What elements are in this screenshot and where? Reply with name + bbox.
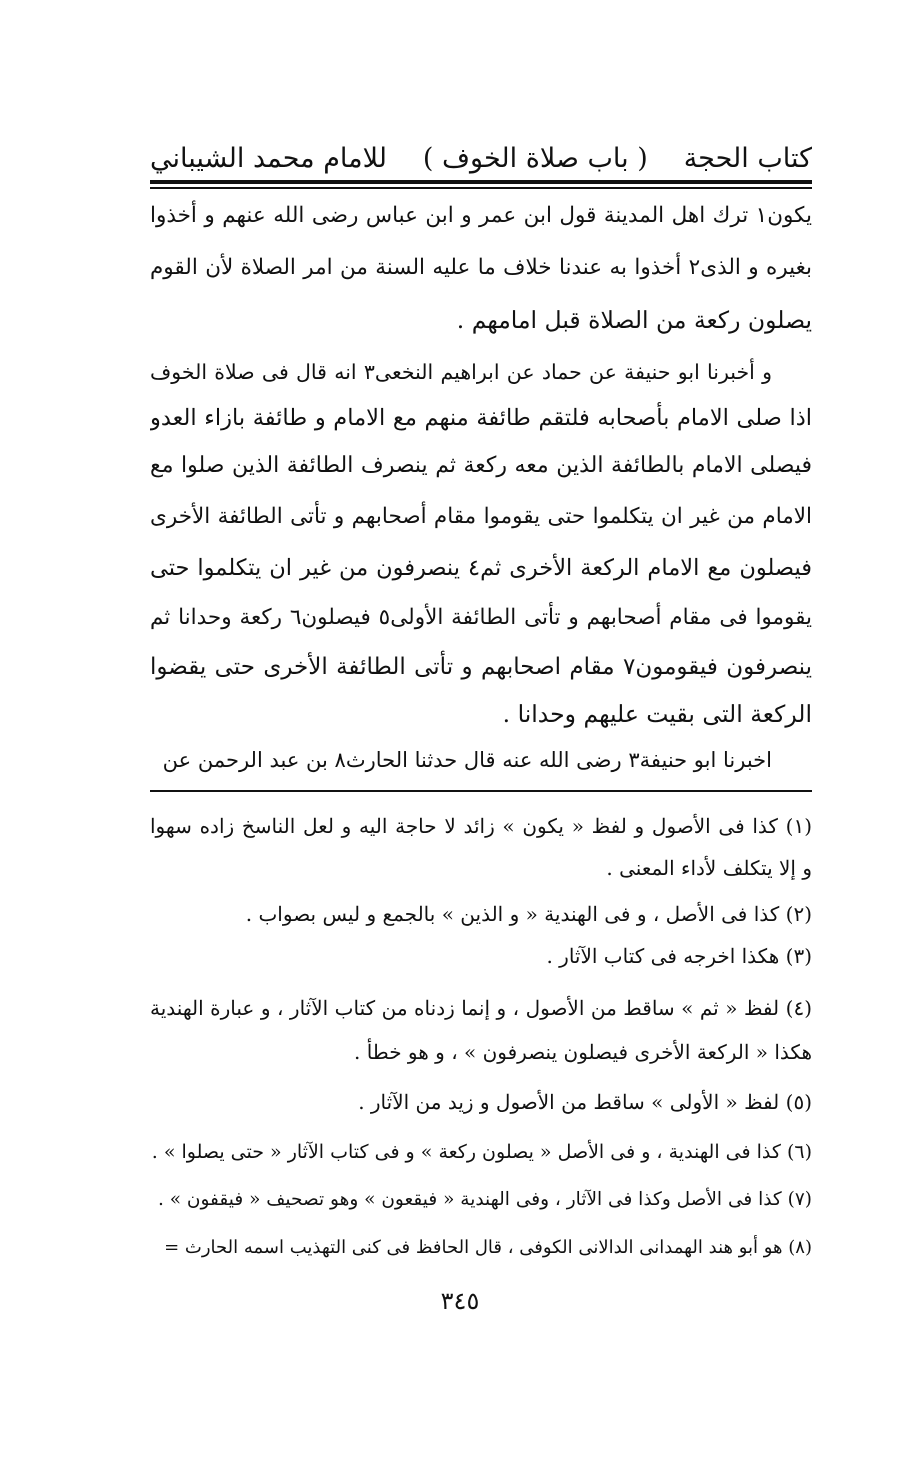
footnote-line: (٣) هكذا اخرجه فى كتاب الآثار . [546,944,812,968]
page-header [150,138,812,178]
text-line: فيصلى الامام بالطائفة الذين معه ركعة ثم ينصرف الطائفة الذين صلوا مع [150,453,812,478]
text-line: ينصرفون فيقومون٧ مقام اصحابهم و تأتى الطائفة الأخرى حتى يقضوا [150,654,812,680]
footnote-line: (٦) كذا فى الهندية ، و فى الأصل « يصلون ركعة » و فى كتاب الآثار « حتى يصلوا » . [151,1141,812,1163]
text-line: اذا صلى الامام بأصحابه فلتقم طائفة منهم مع الامام و طائفة بازاء العدو [150,405,812,431]
footnote-line: (٨) هو أبو هند الهمدانى الدالانى الكوفى ، قال الحافظ فى كنى التهذيب اسمه الحارث = [164,1237,812,1258]
text-line: يقوموا فى مقام أصحابهم و تأتى الطائفة الأولى٥ فيصلون٦ ركعة وحدانا ثم [150,605,812,630]
book-title: كتاب الحجة [683,142,812,174]
text-line: و أخبرنا ابو حنيفة عن حماد عن ابراهيم النخعى٣ انه قال فى صلاة الخوف [150,360,773,384]
page-number: ٣٤٥ [440,1287,480,1315]
text-line: يصلون ركعة من الصلاة قبل امامهم . [456,306,812,334]
header-rule-thin [150,187,812,189]
text-line: الركعة التى بقيت عليهم وحدانا . [502,700,812,728]
footnote-line: (٤) لفظ « ثم » ساقط من الأصول ، و إنما زدناه من كتاب الآثار ، و عبارة الهندية [150,996,812,1020]
footnote-line: هكذا « الركعة الأخرى فيصلون ينصرفون » ، و هو خطأ . [354,1040,812,1064]
text-line: يكون١ ترك اهل المدينة قول ابن عمر و ابن عباس رضى الله عنهم و أخذوا [150,203,812,228]
footnote-line: (٢) كذا فى الأصل ، و فى الهندية « و الذين » بالجمع و ليس بصواب . [245,902,812,926]
author-name: للامام محمد الشيباني [150,142,387,174]
footnote-separator [150,790,812,792]
text-line: اخبرنا ابو حنيفة٣ رضى الله عنه قال حدثنا الحارث٨ بن عبد الرحمن عن [162,748,772,772]
footnote-line: (٧) كذا فى الأصل وكذا فى الآثار ، وفى الهندية « فيقعون » وهو تصحيف « فيقفون » . [157,1189,812,1210]
text-line: فيصلون مع الامام الركعة الأخرى ثم٤ ينصرفون من غير ان يتكلموا حتى [150,555,812,581]
header-rule-thick [150,180,812,184]
footnote-line: (٥) لفظ « الأولى » ساقط من الأصول و زيد من الآثار . [358,1090,812,1114]
chapter-title: ( باب صلاة الخوف ) [422,142,648,174]
text-line: الامام من غير ان يتكلموا حتى يقوموا مقام أصحابهم و تأتى الطائفة الأخرى [150,504,812,529]
text-line: بغيره و الذى٢ أخذوا به عندنا خلاف ما عليه السنة من امر الصلاة لأن القوم [150,255,812,280]
footnote-line: (١) كذا فى الأصول و لفظ « يكون » زائد لا حاجة اليه و لعل الناسخ زاده سهوا [150,814,812,838]
footnote-line: و إلا يتكلف لأداء المعنى . [606,856,812,880]
